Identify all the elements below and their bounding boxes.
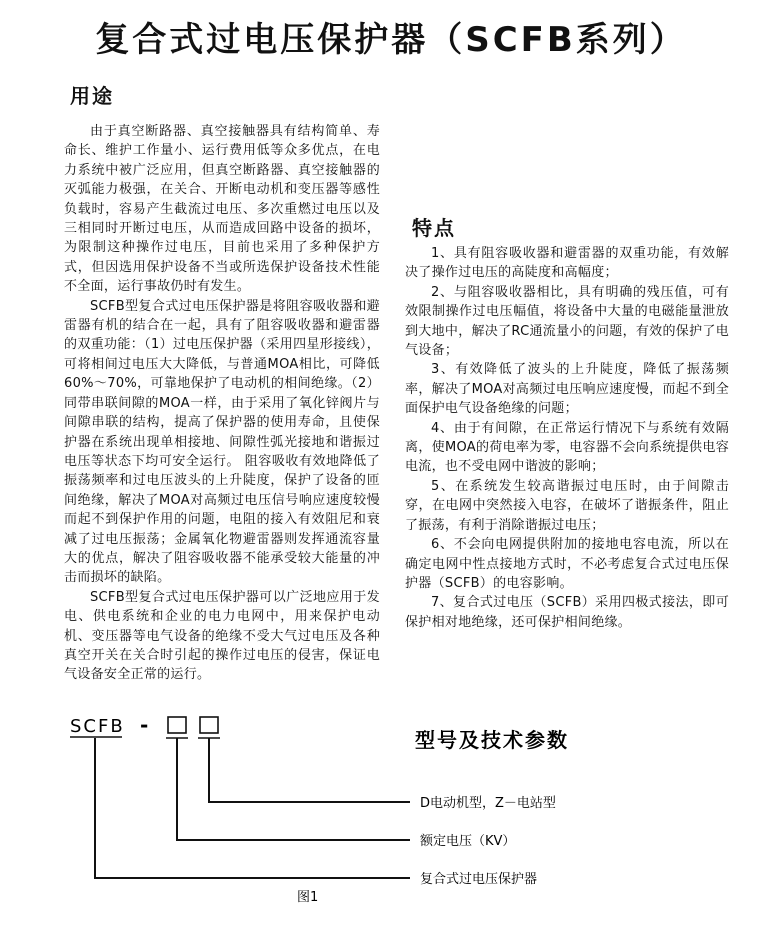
- label-motor-station-type: D电动机型，Z－电站型: [420, 796, 556, 811]
- usage-column-left: [64, 122, 380, 685]
- usage-paragraph-2: SCFB型复合式过电压保护器是将阻容吸收器和避雷器有机的结合在一起，具有了阻容吸收器和避雷器的双重功能：（1）过电压保护器（采用四星形接线），可将相间过电压大大降低，与普通MOA相比，可降低60%～70%，可靠地保护了电动机的相间绝缘。（2）同带串联间隙的MOA一样，由于采用了氧化锌阀片与间隙串联的结构，提高了保护器的使用寿命，且使保护器在系统出现单相接地、间隙性弧光接地和谐振过电压等状态下均可安全运行。 阻容吸收有效地降低了振荡频率和过电压波头的上升陡度，保护了设备的匝间绝缘，解决了MOA对高频过电压信号响应速度较慢而起不到保护作用的问题，电阻的接入有效阻尼和衰减了过电压振荡；金属氧化物避雷器则发挥通流容量大的优点，解决了阻容吸收器不能承受较大能量的冲击而损坏的缺陷。: [64, 298, 380, 586]
- features-heading: 特点: [412, 216, 456, 240]
- page-title: 复合式过电压保护器（SCFB系列）: [95, 20, 687, 60]
- feature-item: 1、具有阻容吸收器和避雷器的双重功能，有效解决了操作过电压的高陡度和高幅度；: [405, 246, 729, 281]
- leader-line-type: [209, 738, 410, 802]
- usage-paragraph-3: SCFB型复合式过电压保护器可以广泛地应用于发电、供电系统和企业的电力电网中，用来保护电动机、变压器等电气设备的绝缘不受大气过电压及各种真空开关在关合时引起的操作过电压的侵害，保证电气设备安全正常的运行。: [64, 589, 380, 683]
- figure-caption: 图1: [297, 890, 319, 905]
- model-designation-diagram: [0, 700, 782, 925]
- feature-item: 3、有效降低了波头的上升陡度，降低了振荡频率，解决了MOA对高频过电压响应速度慢，而起不到全面保护电气设备绝缘的问题；: [405, 362, 729, 417]
- model-heading: 型号及技术参数: [415, 728, 569, 752]
- voltage-code-box: [168, 717, 186, 733]
- features-list: [405, 244, 729, 632]
- feature-item: 6、不会向电网提供附加的接地电容电流，所以在确定电网中性点接地方式时，不必考虑复合式过电压保护器（SCFB）的电容影响。: [405, 537, 729, 591]
- leader-line-product: [95, 738, 410, 878]
- feature-item: 2、与阻容吸收器相比，具有明确的残压值，可有效限制操作过电压幅值，将设备中大量的电磁能量泄放到大地中，解决了RC通流量小的问题，有效的保护了电气设备；: [405, 284, 729, 359]
- usage-paragraph-1: 由于真空断路器、真空接触器具有结构简单、寿命长、维护工作量小、运行费用低等众多优点，在电力系统中被广泛应用，但真空断路器、真空接触器的灭弧能力极强，在关合、开断电动机和变压器等感性负载时，容易产生截流过电压、多次重燃过电压以及三相同时开断过电压，从而造成回路中设备的损坏，为限制这种操作过电压，目前也采用了多种保护方式，但因选用保护设备不当或所选保护设备技术性能不全面，运行事故仍时有发生。: [64, 124, 380, 295]
- type-code-box: [200, 717, 218, 733]
- feature-item: 5、在系统发生较高谐振过电压时，由于间隙击穿，在电网中突然接入电容，在破坏了谐振条件，阻止了振荡，有利于消除谐振过电压；: [405, 478, 729, 533]
- model-prefix: SCFB: [70, 716, 125, 737]
- label-rated-voltage: 额定电压（KV）: [420, 834, 516, 849]
- feature-item: 7、复合式过电压（SCFB）采用四极式接法，即可保护相对地绝缘，还可保护相间绝缘。: [405, 595, 729, 630]
- feature-item: 4、由于有间隙，在正常运行情况下与系统有效隔离，使MOA的荷电率为零，电容器不会向系统提供电容电流，也不受电网中谐波的影响；: [405, 420, 729, 475]
- leader-line-voltage: [177, 738, 410, 840]
- label-product-name: 复合式过电压保护器: [420, 872, 538, 887]
- model-dash: -: [140, 713, 149, 737]
- usage-heading: 用途: [70, 84, 114, 108]
